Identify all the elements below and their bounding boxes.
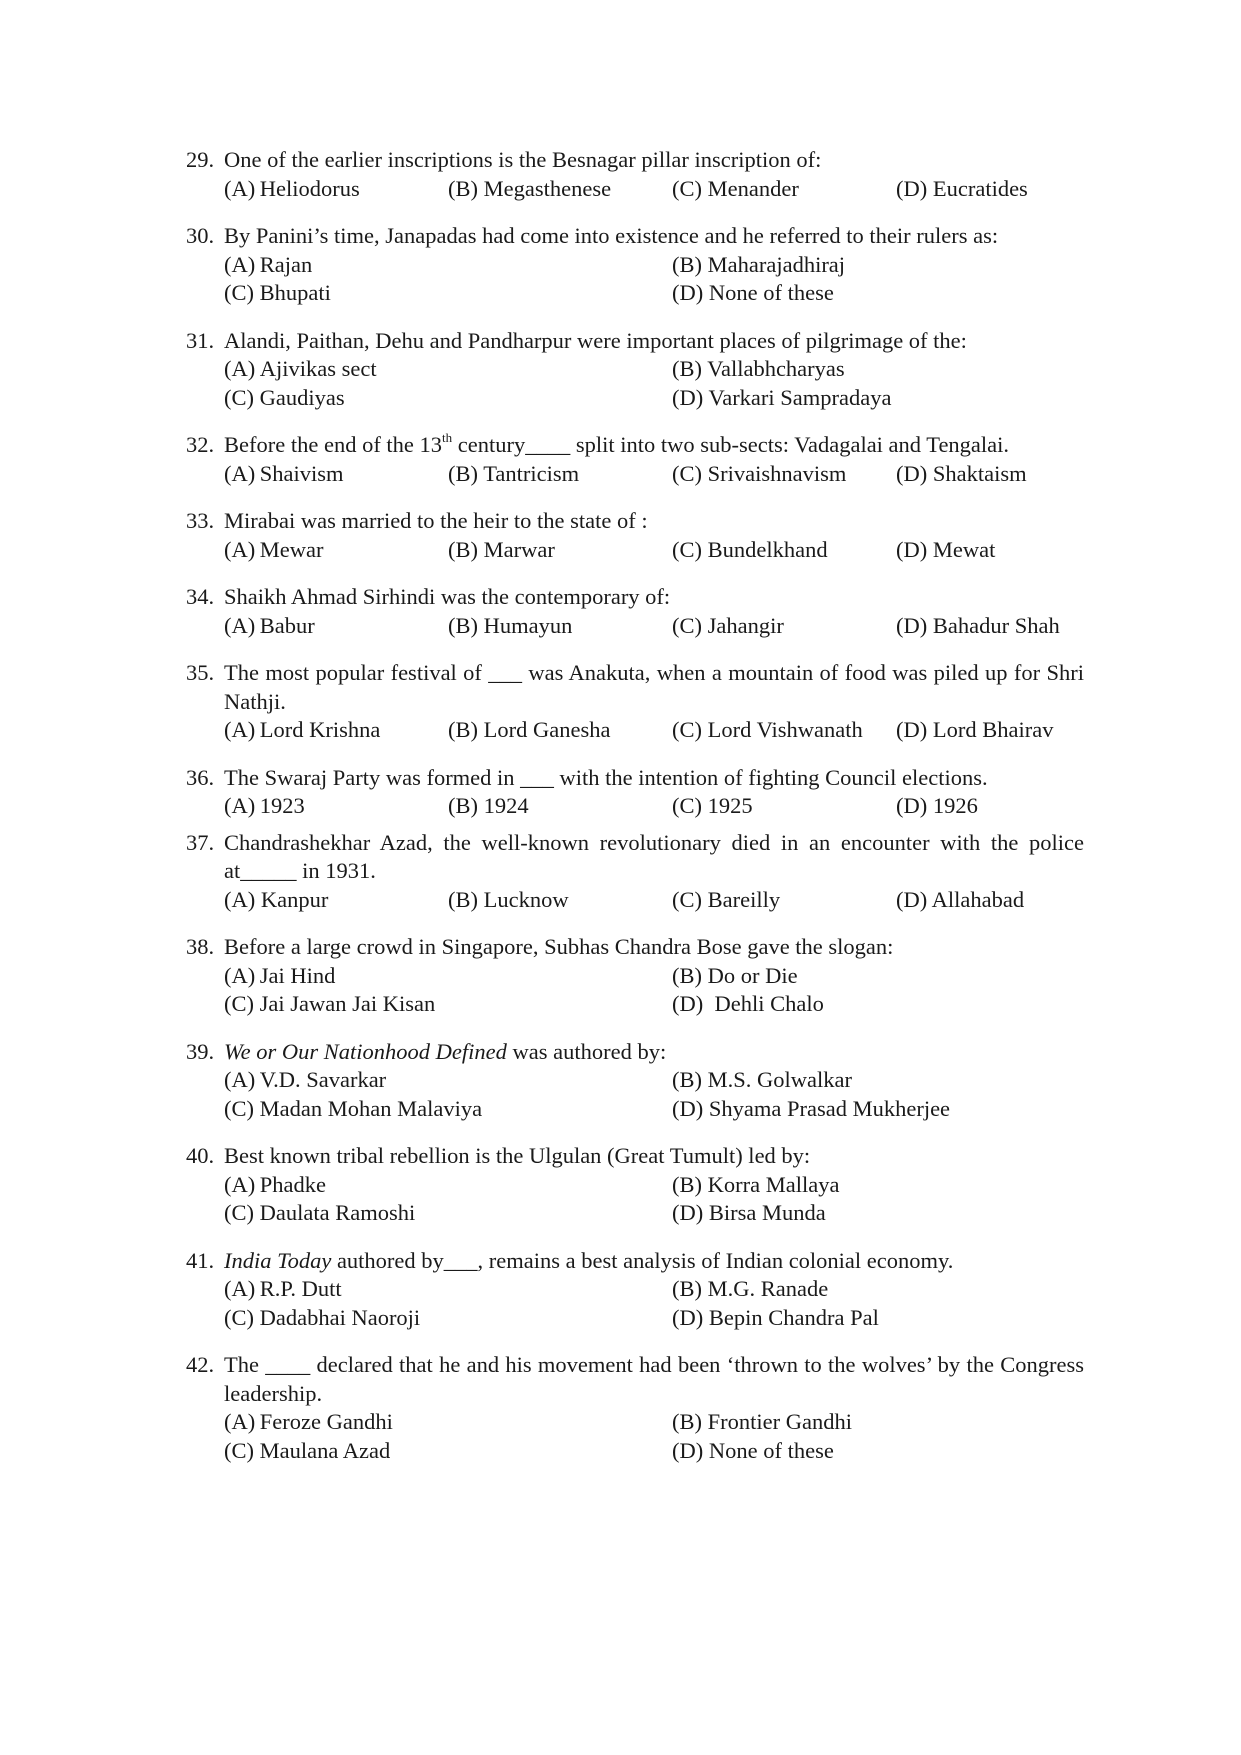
option-c: (C) Dadabhai Naoroji [224, 1304, 421, 1330]
options-grid [224, 1171, 1084, 1228]
options-row [224, 716, 1084, 745]
options-grid [224, 1408, 1084, 1465]
question-text: Best known tribal rebellion is the Ulgulan (Great Tumult) led by: [224, 1143, 811, 1168]
question-text: The Swaraj Party was formed in ___ with the intention of fighting Council elections. [224, 764, 988, 790]
question-42 [186, 1351, 1084, 1465]
option-c: (C) Jai Jawan Jai Kisan [224, 991, 436, 1016]
option-a: (A) 1923 [224, 793, 305, 818]
option-a: (A) Ajivikas sect [224, 356, 377, 381]
option-c: (C) 1925 [672, 793, 753, 818]
question-stem [186, 829, 1084, 886]
question-number: 31. [186, 327, 215, 353]
options-grid [224, 251, 1084, 308]
question-stem [186, 222, 1084, 251]
question-33 [186, 507, 1084, 564]
question-31 [186, 327, 1084, 413]
option-d: (D) Mewat [896, 536, 996, 562]
question-text: One of the earlier inscriptions is the Besnagar pillar inscription of: [224, 147, 822, 172]
question-text-part1: Before the end of the 13 [224, 432, 443, 457]
option-d: (D) Dehli Chalo [672, 991, 824, 1016]
option-a: (A) V.D. Savarkar [224, 1067, 387, 1092]
option-b: (B) 1924 [448, 793, 529, 818]
question-35 [186, 659, 1084, 745]
question-stem [186, 1247, 1084, 1276]
options-grid [224, 1066, 1084, 1123]
question-number: 35. [186, 660, 215, 685]
question-30 [186, 222, 1084, 308]
option-c: (C) Bundelkhand [672, 536, 828, 562]
question-number: 40. [186, 1143, 215, 1168]
option-b: (B) Megasthenese [448, 175, 612, 201]
question-stem [186, 583, 1084, 612]
question-number: 30. [186, 223, 215, 248]
question-text: Before a large crowd in Singapore, Subhas Chandra Bose gave the slogan: [224, 934, 894, 959]
option-a: (A) Kanpur [224, 886, 329, 912]
option-a: (A) Jai Hind [224, 962, 336, 988]
option-a: (A) Heliodorus [224, 175, 360, 201]
options-grid [224, 962, 1084, 1019]
option-a: (A) Mewar [224, 536, 324, 562]
option-c: (C) Jahangir [672, 612, 784, 638]
option-d: (D) Birsa Munda [672, 1200, 826, 1225]
option-c: (C) Gaudiyas [224, 384, 345, 410]
question-text: The ____ declared that he and his movement had been ‘thrown to the wolves’ by the Congress leadership. [224, 1352, 1084, 1406]
option-b: (B) Lord Ganesha [448, 717, 611, 742]
option-a: (A) Lord Krishna [224, 717, 381, 742]
question-text: Alandi, Paithan, Dehu and Pandharpur were important places of pilgrimage of the: [224, 327, 967, 353]
question-number: 29. [186, 147, 215, 172]
question-text: Shaikh Ahmad Sirhindi was the contemporary of: [224, 584, 671, 609]
options-row [224, 536, 1084, 565]
question-stem [186, 431, 1084, 460]
option-c: (C) Madan Mohan Malaviya [224, 1095, 483, 1121]
option-a: (A) Shaivism [224, 460, 344, 486]
question-39 [186, 1038, 1084, 1124]
options-row [224, 460, 1084, 489]
options-row [224, 792, 1084, 821]
question-text: Chandrashekhar Azad, the well-known revolutionary died in an encounter with the police at_____ in 1931. [224, 829, 1084, 883]
question-41 [186, 1247, 1084, 1333]
option-d: (D) None of these [672, 280, 834, 305]
option-b: (B) M.S. Golwalkar [672, 1067, 852, 1092]
question-stem [186, 1142, 1084, 1171]
question-text: was authored by: [506, 1038, 667, 1064]
question-stem [186, 507, 1084, 536]
option-b: (B) Marwar [448, 536, 555, 562]
question-stem [186, 1351, 1084, 1408]
option-a: (A) R.P. Dutt [224, 1276, 342, 1301]
options-row [224, 175, 1084, 204]
question-stem [186, 1038, 1084, 1067]
options-grid [224, 1275, 1084, 1332]
question-number: 39. [186, 1038, 215, 1064]
question-stem [186, 146, 1084, 175]
option-d: (D) Bahadur Shah [896, 612, 1060, 638]
option-b: (B) Do or Die [672, 962, 798, 988]
ordinal-superscript: th [442, 429, 453, 445]
question-text-part2: century____ split into two sub-sects: Vadagalai and Tengalai. [452, 432, 1010, 457]
option-c: (C) Lord Vishwanath [672, 717, 863, 742]
option-b: (B) Humayun [448, 612, 573, 638]
question-text: The most popular festival of ___ was Anakuta, when a mountain of food was piled up for Shri Nathji. [224, 660, 1084, 714]
question-number: 36. [186, 764, 215, 790]
option-a: (A) Feroze Gandhi [224, 1409, 393, 1434]
question-paper-page [186, 146, 1084, 1465]
option-d: (D) Shaktaism [896, 460, 1027, 486]
options-grid [224, 355, 1084, 412]
book-title: India Today [224, 1247, 332, 1273]
options-row [224, 886, 1084, 915]
question-32 [186, 431, 1084, 488]
book-title: We or Our Nationhood Defined [224, 1038, 507, 1064]
option-b: (B) M.G. Ranade [672, 1276, 829, 1301]
option-d: (D) Eucratides [896, 175, 1028, 201]
option-b: (B) Lucknow [448, 886, 569, 912]
question-number: 34. [186, 584, 215, 609]
question-number: 32. [186, 432, 215, 457]
option-c: (C) Bareilly [672, 886, 781, 912]
option-d: (D) 1926 [896, 793, 978, 818]
question-37 [186, 829, 1084, 915]
question-number: 42. [186, 1352, 215, 1377]
question-number: 41. [186, 1247, 215, 1273]
option-b: (B) Maharajadhiraj [672, 251, 846, 277]
question-stem [186, 764, 1084, 793]
option-b: (B) Vallabhcharyas [672, 356, 845, 381]
option-d: (D) Varkari Sampradaya [672, 384, 892, 410]
option-b: (B) Korra Mallaya [672, 1171, 840, 1197]
option-b: (B) Frontier Gandhi [672, 1409, 852, 1434]
option-c: (C) Bhupati [224, 280, 331, 305]
option-a: (A) Phadke [224, 1171, 326, 1197]
option-a: (A) Rajan [224, 251, 313, 277]
question-34 [186, 583, 1084, 640]
option-c: (C) Srivaishnavism [672, 460, 847, 486]
question-stem [186, 933, 1084, 962]
option-c: (C) Maulana Azad [224, 1437, 391, 1463]
question-29 [186, 146, 1084, 203]
option-d: (D) None of these [672, 1437, 834, 1463]
question-number: 38. [186, 934, 215, 959]
question-number: 37. [186, 829, 215, 855]
options-row [224, 612, 1084, 641]
question-text: Mirabai was married to the heir to the state of : [224, 508, 648, 533]
option-d: (D) Bepin Chandra Pal [672, 1304, 879, 1330]
question-text: By Panini’s time, Janapadas had come into existence and he referred to their rulers as: [224, 223, 999, 248]
question-40 [186, 1142, 1084, 1228]
question-stem [186, 327, 1084, 356]
question-stem [186, 659, 1084, 716]
option-c: (C) Menander [672, 175, 799, 201]
question-number: 33. [186, 508, 215, 533]
option-d: (D) Lord Bhairav [896, 717, 1054, 742]
question-36 [186, 764, 1084, 821]
option-d: (D) Allahabad [896, 886, 1025, 912]
option-d: (D) Shyama Prasad Mukherjee [672, 1095, 951, 1121]
option-c: (C) Daulata Ramoshi [224, 1200, 416, 1225]
option-a: (A) Babur [224, 612, 315, 638]
question-text: authored by___, remains a best analysis of Indian colonial economy. [331, 1247, 954, 1273]
option-b: (B) Tantricism [448, 460, 580, 486]
question-38 [186, 933, 1084, 1019]
